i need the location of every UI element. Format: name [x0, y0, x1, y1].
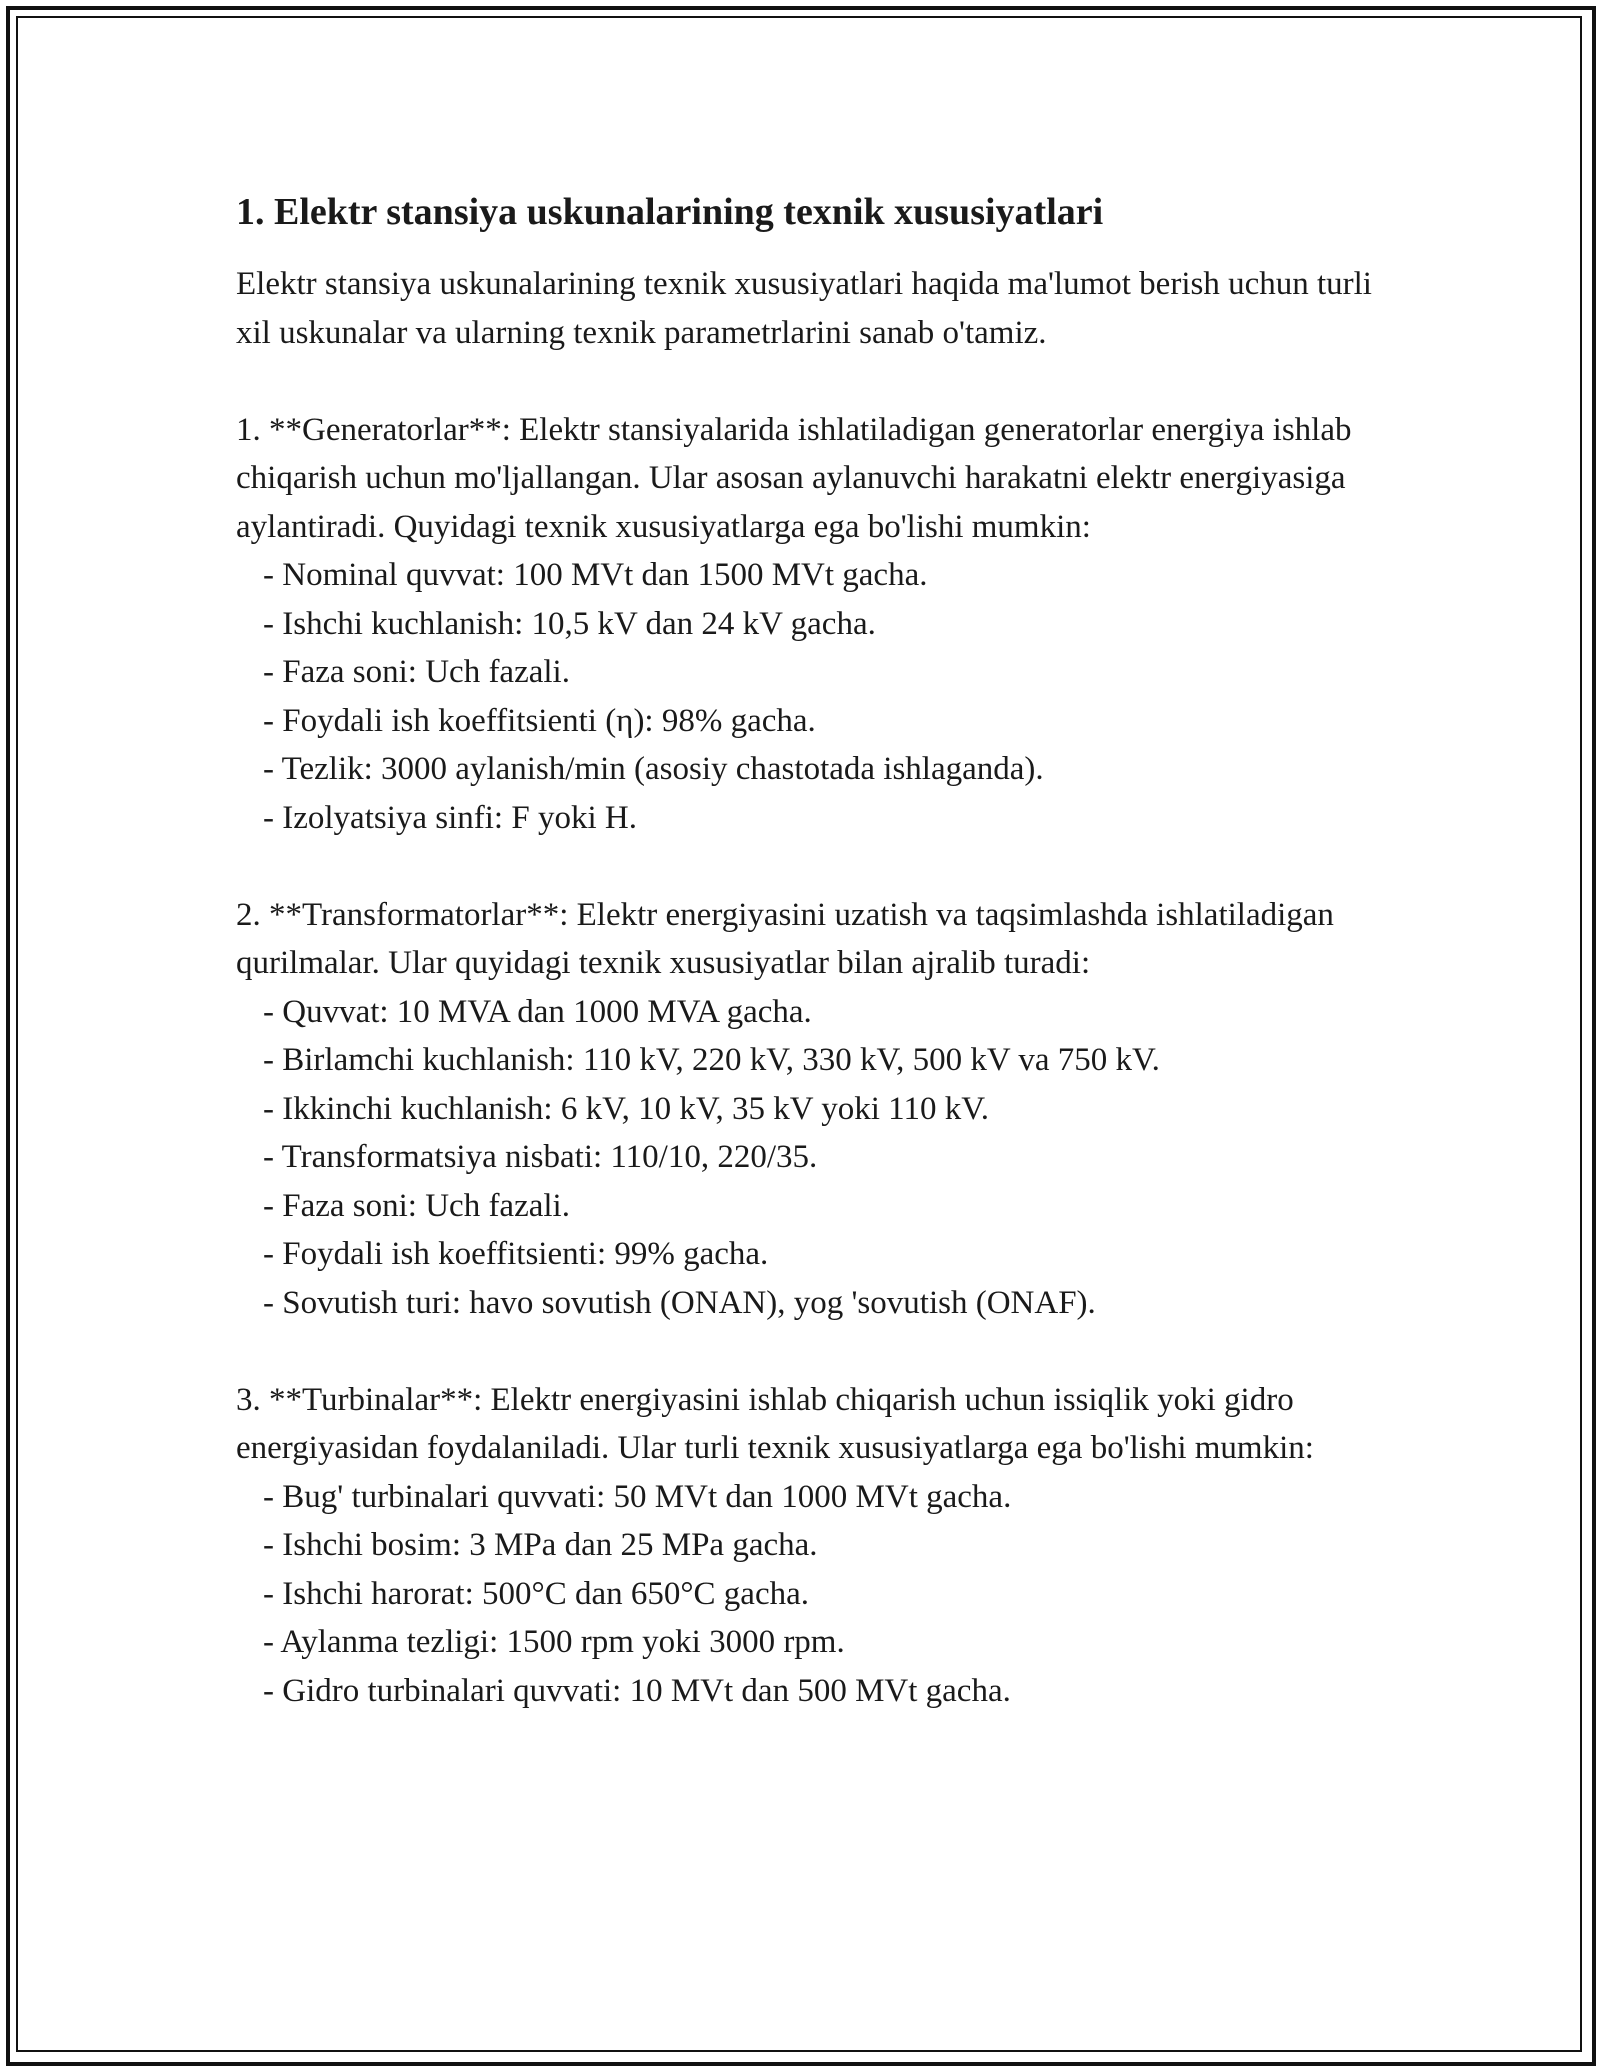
document-body [236, 186, 1396, 1715]
list-item: - Gidro turbinalari quvvati: 10 MVt dan 500 MVt gacha. [263, 1672, 1011, 1709]
list-item: - Izolyatsiya sinfi: F yoki H. [263, 799, 637, 836]
list-item: - Quvvat: 10 MVA dan 1000 MVA gacha. [263, 993, 812, 1030]
section-text: 2. **Transformatorlar**: Elektr energiyasini uzatish va taqsimlashda ishlatiladigan qurilmalar. Ular quyidagi texnik xususiyatlar bilan ajralib turadi: [236, 896, 1334, 981]
list-item: - Ishchi harorat: 500°C dan 650°C gacha. [263, 1575, 809, 1612]
list-item: - Faza soni: Uch fazali. [263, 654, 570, 690]
list-item: - Nominal quvvat: 100 MVt dan 1500 MVt gacha. [263, 557, 928, 593]
list-item: - Tezlik: 3000 aylanish/min (asosiy chastotada ishlaganda). [263, 751, 1044, 787]
list-item: - Ishchi bosim: 3 MPa dan 25 MPa gacha. [263, 1527, 818, 1563]
list-item: - Aylanma tezligi: 1500 rpm yoki 3000 rpm. [263, 1624, 845, 1660]
list-item: - Ishchi kuchlanish: 10,5 kV dan 24 kV gacha. [263, 605, 876, 642]
section-transformers [236, 891, 1396, 1328]
spec-list [236, 988, 1396, 1328]
list-item: - Sovutish turi: havo sovutish (ONAN), yog 'sovutish (ONAF). [263, 1284, 1096, 1321]
section-turbines [236, 1376, 1396, 1716]
section-text: 3. **Turbinalar**: Elektr energiyasini ishlab chiqarish uchun issiqlik yoki gidro energiyasidan foydalaniladi. Ular turli texnik xususiyatlarga ega bo'lishi mumkin: [236, 1381, 1314, 1466]
list-item: - Birlamchi kuchlanish: 110 kV, 220 kV, 330 kV, 500 kV va 750 kV. [263, 1042, 1160, 1078]
intro-paragraph: Elektr stansiya uskunalarining texnik xususiyatlari haqida ma'lumot berish uchun turli xil uskunalar va ularning texnik parametrlarini sanab o'tamiz. [236, 266, 1372, 351]
spec-list [236, 1473, 1396, 1716]
list-item: - Foydali ish koeffitsienti: 99% gacha. [263, 1236, 769, 1272]
list-item: - Faza soni: Uch fazali. [263, 1187, 570, 1224]
section-text: 1. **Generatorlar**: Elektr stansiyalarida ishlatiladigan generatorlar energiya ishlab chiqarish uchun mo'ljallangan. Ular asosan aylanuvchi harakatni elektr energiyasiga aylantiradi. Quyidagi texnik xususiyatlarga ega bo'lishi mumkin: [236, 411, 1352, 545]
document-title: 1. Elektr stansiya uskunalarining texnik xususiyatlari [236, 191, 1104, 233]
spec-list [236, 551, 1396, 842]
list-item: - Transformatsiya nisbati: 110/10, 220/35. [263, 1139, 818, 1175]
section-generators [236, 406, 1396, 843]
list-item: - Bug' turbinalari quvvati: 50 MVt dan 1000 MVt gacha. [263, 1478, 1012, 1515]
list-item: - Foydali ish koeffitsienti (η): 98% gacha. [263, 702, 816, 739]
list-item: - Ikkinchi kuchlanish: 6 kV, 10 kV, 35 kV yoki 110 kV. [263, 1090, 990, 1127]
